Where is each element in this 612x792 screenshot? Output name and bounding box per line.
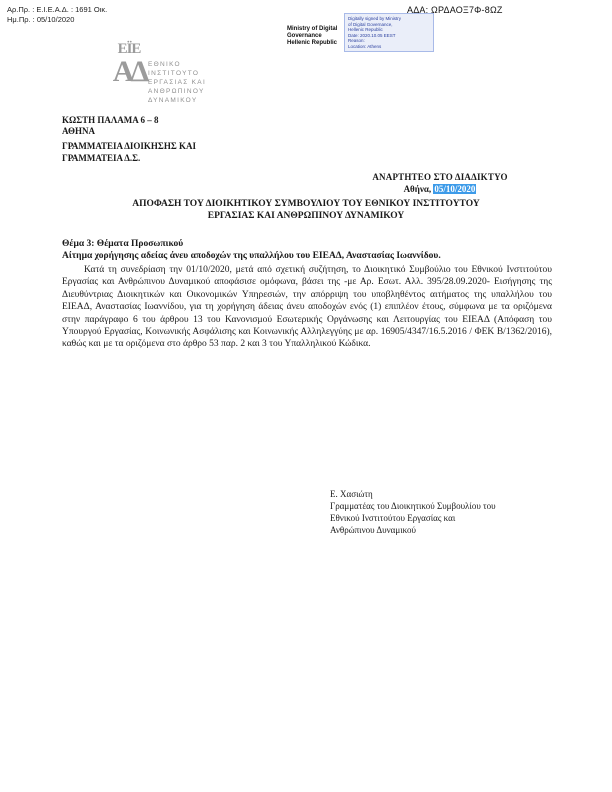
place-label: Αθήνα, xyxy=(403,184,432,194)
subject-description: Αίτημα χορήγησης αδείας άνευ αποδοχών της υπαλλήλου του ΕΙΕΑΔ, Αναστασίας Ιωαννίδου. xyxy=(62,251,441,261)
internet-posting-label: ΑΝΑΡΤΗΤΕΟ ΣΤΟ ΔΙΑΔΙΚΤΥΟ xyxy=(372,172,508,182)
decision-title-line: ΕΡΓΑΣΙΑΣ ΚΑΙ ΑΝΘΡΩΠΙΝΟΥ ΔΥΝΑΜΙΚΟΥ xyxy=(207,211,405,221)
ministry-line: Ministry of Digital xyxy=(287,26,338,32)
logo-text-line: ΕΘΝΙΚΟ xyxy=(148,61,181,68)
body-paragraph: Κατά τη συνεδρίαση την 01/10/2020, μετά από σχετική συζήτηση, το Διοικητικό Συμβούλιο του Εθνικού Ινστιτούτου Εργασίας και Ανθρώπινου Δυναμικού αποφάσισε ομόφωνα, βάσει της -με Αρ. Εσωτ. Αλλ. 395/28.09.2020- Εισήγησης της Διευθύντριας Διοικητικών και Οικονομικών Υπηρεσιών, την απόρριψη του υποβληθέντος αιτήματος της υπαλλήλου του ΕΙΕΑΔ, Αναστασίας Ιωαννίδου, για τη χορήγηση άδειας άνευ αποδοχών ενός (1) επιπλέον έτους, σύμφωνα με τα οριζόμενα στην παράγραφο 6 του άρθρου 13 του Κανονισμού Εσωτερικής Οργάνωσης και Λειτουργίας του ΕΙΕΑΔ (Απόφαση του Υπουργού Εργασίας, Κοινωνικής Ασφάλισης και Κοινωνικής Αλληλεγγύης με αρ. 16905/4347/16.5.2016 / ΦΕΚ Β/1362/2016), καθώς και με τα οριζόμενα στο άρθρο 53 παρ. 2 και 3 του Υπαλληλικού Κώδικα. xyxy=(62,265,552,350)
protocol-number: Αρ.Πρ. : Ε.Ι.Ε.Α.Δ. : 1691 Οικ. xyxy=(7,5,108,14)
digital-signature-stamp xyxy=(344,13,434,52)
logo-text-line: ΑΝΘΡΩΠΙΝΟΥ xyxy=(148,88,205,95)
protocol-date: Ημ.Πρ. : 05/10/2020 xyxy=(7,14,75,24)
stamp-line: Digitally signed by Ministry xyxy=(348,16,402,21)
eiead-logo-emblem-icon xyxy=(112,41,146,88)
posting-block xyxy=(350,172,530,194)
secretariat-line: ΓΡΑΜΜΑΤΕΙΑ ΔΙΟΙΚΗΣΗΣ ΚΑΙ xyxy=(62,141,196,151)
date-line xyxy=(350,184,530,194)
address-city: ΑΘΗΝΑ xyxy=(62,126,95,136)
stamp-line: Date: 2020.10.05 EEST xyxy=(348,32,396,38)
subject-block xyxy=(62,238,552,262)
signature-block xyxy=(330,488,560,536)
ministry-line: Governance xyxy=(287,33,322,39)
eiead-logo-text xyxy=(148,60,206,105)
decision-title xyxy=(0,198,612,222)
secretariat-block xyxy=(62,141,196,164)
stamp-line: Location: Athens xyxy=(348,43,382,49)
secretariat-line: ΓΡΑΜΜΑΤΕΙΑ Δ.Σ. xyxy=(62,152,141,163)
decision-title-line: ΑΠΟΦΑΣΗ ΤΟΥ ΔΙΟΙΚΗΤΙΚΟΥ ΣΥΜΒΟΥΛΙΟΥ ΤΟΥ ΕΘΝΙΚΟΥ ΙΝΣΤΙΤΟΥΤΟΥ xyxy=(132,199,480,209)
ada-code: ΑΔΑ: ΩΡΔΑΟΞ7Φ-8ΩΖ xyxy=(407,5,503,15)
ministry-line: Hellenic Republic xyxy=(287,40,338,46)
logo-text-line: ΙΝΣΤΙΤΟΥΤΟ xyxy=(148,70,200,77)
signature-title-line: Γραμματέας του Διοικητικού Συμβουλίου του xyxy=(330,501,496,511)
ministry-name xyxy=(287,26,337,47)
emblem-top-glyphs: ΕΪΕ xyxy=(117,41,141,57)
address-street: ΚΩΣΤΗ ΠΑΛΑΜΑ 6 – 8 xyxy=(62,115,159,125)
eiead-logo xyxy=(112,40,252,120)
stamp-line: Hellenic Republic xyxy=(348,27,383,32)
signature-title-line: Ανθρώπινου Δυναμικού xyxy=(330,525,416,535)
emblem-bottom-glyphs: ΑΔ xyxy=(112,55,146,88)
signature-name: Ε. Χασιώτη xyxy=(330,489,373,499)
highlighted-date: 05/10/2020 xyxy=(434,184,476,194)
protocol-block xyxy=(7,5,107,24)
subject-heading: Θέμα 3: Θέματα Προσωπικού xyxy=(62,239,184,249)
signature-title-line: Εθνικού Ινστιτούτου Εργασίας και xyxy=(330,513,456,523)
address-block xyxy=(62,115,159,137)
logo-text-line: ΔΥΝΑΜΙΚΟΥ xyxy=(148,97,198,104)
stamp-line: of Digital Governance, xyxy=(348,21,393,27)
stamp-line: Reason: xyxy=(348,38,365,43)
logo-text-line: ΕΡΓΑΣΙΑΣ ΚΑΙ xyxy=(148,79,207,86)
